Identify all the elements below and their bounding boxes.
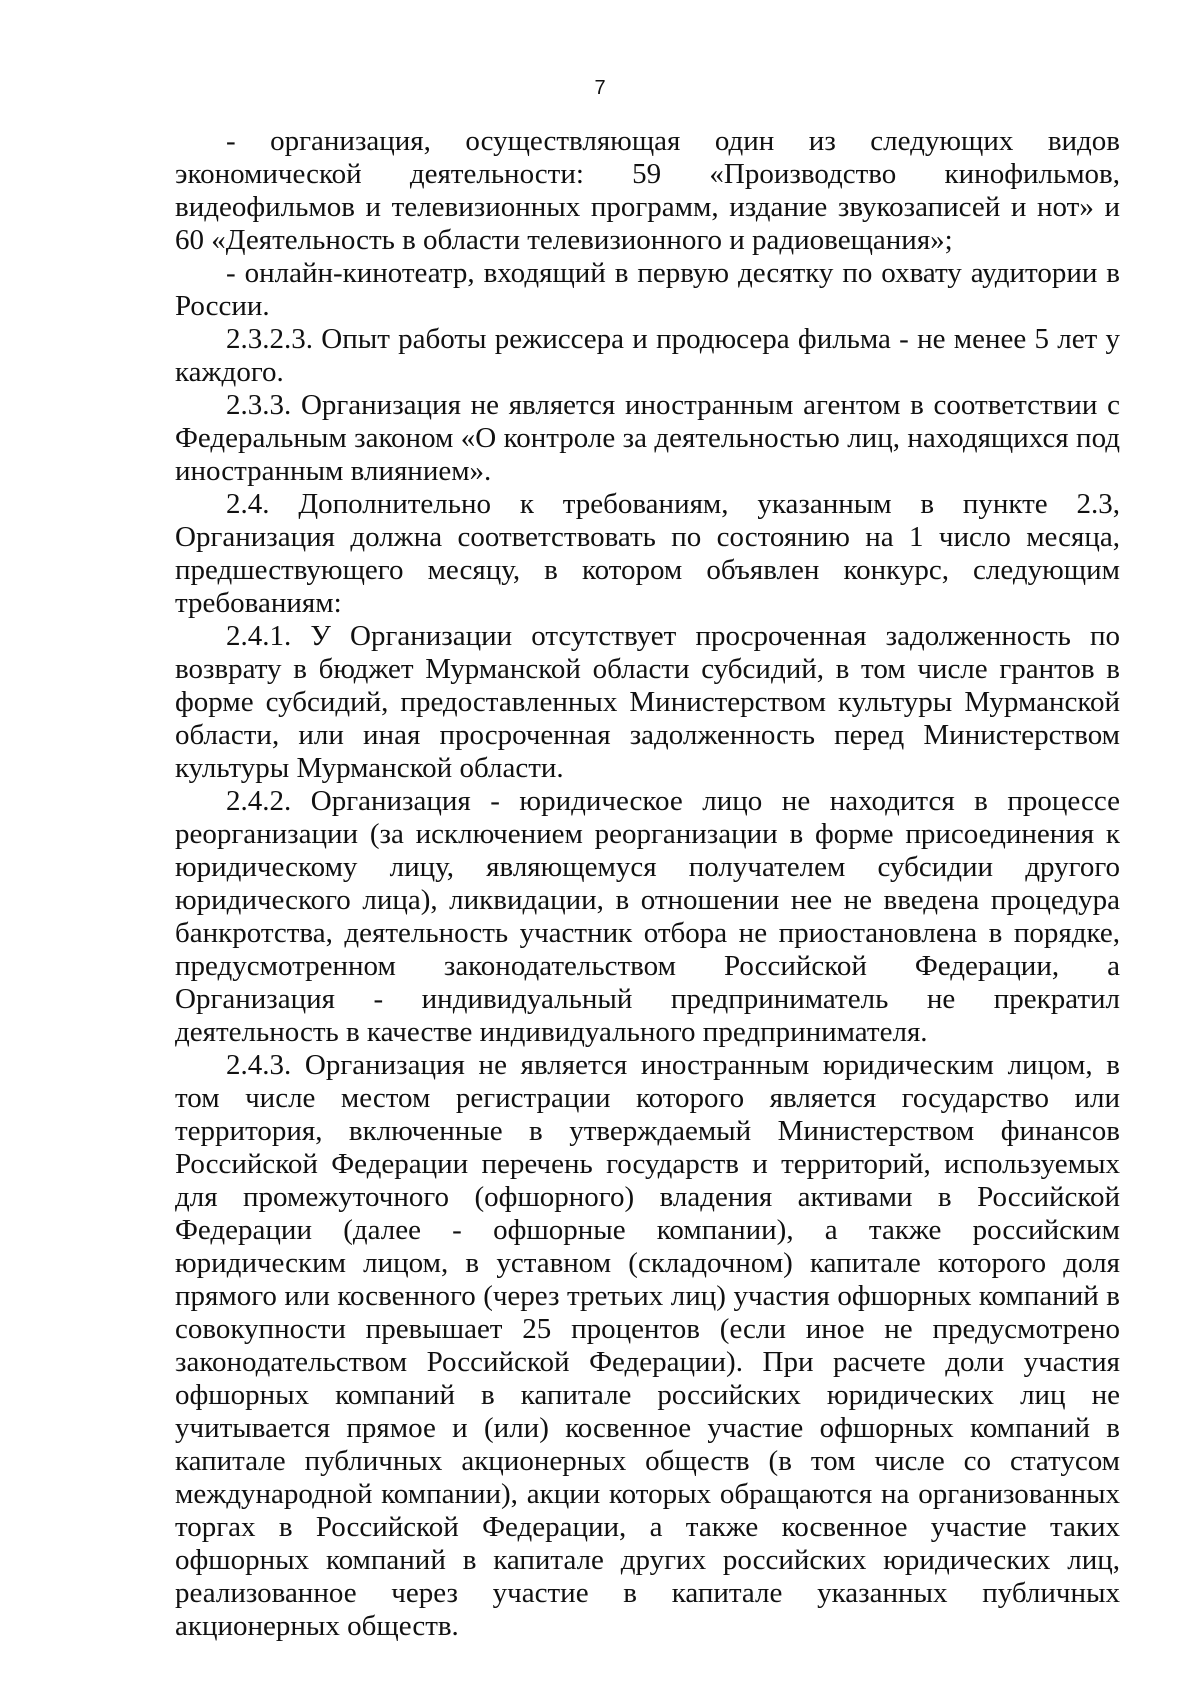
paragraph-online-cinema: - онлайн-кинотеатр, входящий в первую десятку по охвату аудитории в России.	[175, 257, 1120, 322]
paragraph-2-3-2-3: 2.3.2.3. Опыт работы режиссера и продюсера фильма - не менее 5 лет у каждого.	[175, 323, 1120, 388]
paragraph-2-4-3: 2.4.3. Организация не является иностранным юридическим лицом, в том числе местом регистрации которого является государство или территория, включенные в утверждаемый Министерством финансов Российской Федерации перечень государств и территорий, используемых для промежуточного (офшорного) владения активами в Российской Федерации (далее - офшорные компании), а также российским юридическим лицом, в уставном (складочном) капитале которого доля прямого или косвенного (через третьих лиц) участия офшорных компаний в совокупности превышает 25 процентов (если иное не предусмотрено законодательством Российской Федерации). При расчете доли участия офшорных компаний в капитале российских юридических лиц не учитывается прямое и (или) косвенное участие офшорных компаний в капитале публичных акционерных обществ (в том числе со статусом международной компании), акции которых обращаются на организованных торгах в Российской Федерации, а также косвенное участие таких офшорных компаний в капитале других российских юридических лиц, реализованное через участие в капитале указанных публичных акционерных обществ.	[175, 1049, 1120, 1642]
paragraph-2-4-1: 2.4.1. У Организации отсутствует просроченная задолженность по возврату в бюджет Мурманской области субсидий, в том числе грантов в форме субсидий, предоставленных Министерством культуры Мурманской области, или иная просроченная задолженность перед Министерством культуры Мурманской области.	[175, 620, 1120, 784]
paragraph-2-4: 2.4. Дополнительно к требованиям, указанным в пункте 2.3, Организация должна соответствовать по состоянию на 1 число месяца, предшествующего месяцу, в котором объявлен конкурс, следующим требованиям:	[175, 488, 1120, 619]
paragraph-economic-activity: - организация, осуществляющая один из следующих видов экономической деятельности: 59 «Производство кинофильмов, видеофильмов и телевизионных программ, издание звукозаписей и нот» и 60 «Деятельность в области телевизионного и радиовещания»;	[175, 125, 1120, 256]
document-body	[175, 125, 1120, 1643]
paragraph-2-3-3: 2.3.3. Организация не является иностранным агентом в соответствии с Федеральным законом «О контроле за деятельностью лиц, находящихся под иностранным влиянием».	[175, 389, 1120, 487]
page-number: 7	[594, 77, 606, 99]
paragraph-2-4-2: 2.4.2. Организация - юридическое лицо не находится в процессе реорганизации (за исключением реорганизации в форме присоединения к юридическому лицу, являющемуся получателем субсидии другого юридического лица), ликвидации, в отношении нее не введена процедура банкротства, деятельность участник отбора не приостановлена в порядке, предусмотренном законодательством Российской Федерации, а Организация - индивидуальный предприниматель не прекратил деятельность в качестве индивидуального предпринимателя.	[175, 785, 1120, 1048]
